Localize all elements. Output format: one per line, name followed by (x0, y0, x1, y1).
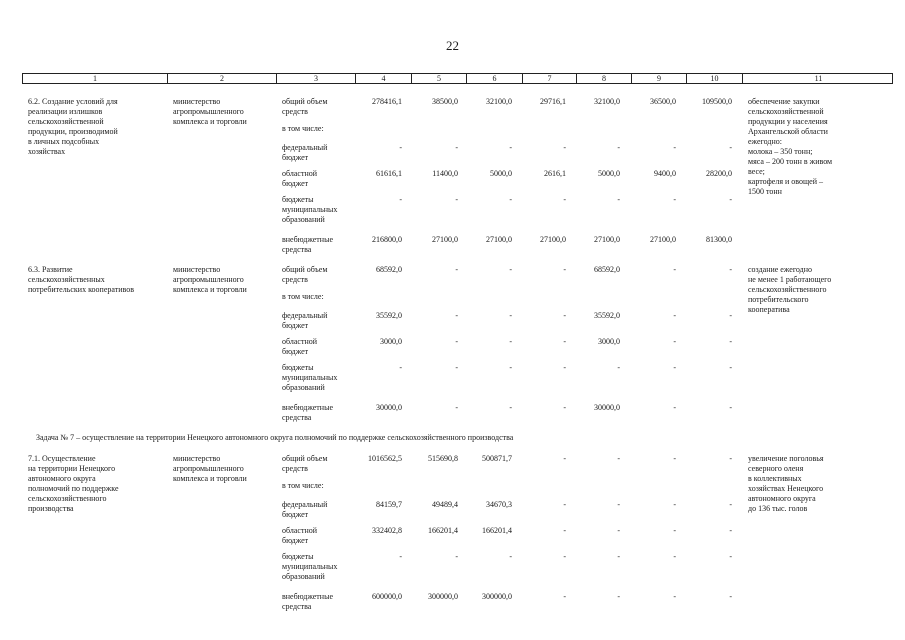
executor-name: министерство (173, 265, 221, 274)
expected-result: создание ежегодно (748, 265, 813, 274)
funding-value: - (673, 363, 676, 372)
column-header-10: 10 (687, 74, 743, 83)
funding-value: 84159,7 (376, 500, 402, 509)
funding-value: 30000,0 (376, 403, 402, 412)
funding-source-label: средства (282, 245, 312, 254)
expected-result: хозяйствах Ненецкого (748, 484, 824, 493)
funding-value: 3000,0 (380, 337, 402, 346)
column-header-3: 3 (277, 74, 356, 83)
column-header-4: 4 (356, 74, 412, 83)
funding-source-label: бюджет (282, 179, 309, 188)
funding-value: - (563, 337, 566, 346)
funding-value: 11400,0 (432, 169, 458, 178)
funding-source-label: федеральный (282, 311, 328, 320)
measure-name: хозяйствах (28, 147, 66, 156)
funding-source-label: бюджет (282, 347, 309, 356)
measure-name: реализации излишков (28, 107, 103, 116)
funding-value: - (455, 143, 458, 152)
funding-source-label: бюджет (282, 153, 309, 162)
funding-value: - (673, 592, 676, 601)
funding-value: 216800,0 (372, 235, 402, 244)
measure-name: полномочий по поддержке (28, 484, 119, 493)
executor-name: агропромышленного (173, 107, 244, 116)
funding-source-label: образований (282, 215, 325, 224)
funding-value: 278416,1 (372, 97, 402, 106)
funding-value: 109500,0 (702, 97, 732, 106)
expected-result: весе; (748, 167, 765, 176)
funding-source-label: в том числе: (282, 124, 324, 133)
expected-result: картофеля и овощей – (748, 177, 824, 186)
funding-value: - (563, 526, 566, 535)
funding-source-label: федеральный (282, 143, 328, 152)
funding-value: 515690,8 (428, 454, 458, 463)
funding-value: - (563, 265, 566, 274)
funding-value: - (673, 500, 676, 509)
funding-value: - (673, 526, 676, 535)
executor-name: агропромышленного (173, 275, 244, 284)
funding-value: - (729, 311, 732, 320)
funding-value: 5000,0 (490, 169, 512, 178)
funding-value: 3000,0 (598, 337, 620, 346)
funding-value: - (509, 552, 512, 561)
funding-value: 332402,8 (372, 526, 402, 535)
column-header-2: 2 (168, 74, 277, 83)
funding-value: - (563, 403, 566, 412)
expected-result: сельскохозяйственной (748, 107, 824, 116)
funding-source-label: областной (282, 526, 318, 535)
funding-value: 34670,3 (486, 500, 512, 509)
funding-value: - (729, 526, 732, 535)
funding-value: - (455, 552, 458, 561)
column-header-1: 1 (23, 74, 168, 83)
funding-source-label: муниципальных (282, 562, 338, 571)
funding-source-label: внебюджетные (282, 403, 333, 412)
funding-value: - (729, 337, 732, 346)
funding-value: - (455, 403, 458, 412)
funding-value: - (563, 143, 566, 152)
funding-value: 600000,0 (372, 592, 402, 601)
funding-value: - (729, 265, 732, 274)
funding-value: - (617, 195, 620, 204)
funding-source-label: внебюджетные (282, 235, 333, 244)
funding-value: - (729, 500, 732, 509)
funding-source-label: в том числе: (282, 292, 324, 301)
measure-name: на территории Ненецкого (28, 464, 116, 473)
funding-value: 49489,4 (432, 500, 458, 509)
column-header-6: 6 (467, 74, 523, 83)
funding-value: - (673, 143, 676, 152)
expected-result: мяса – 200 тонн в живом (748, 157, 833, 166)
funding-source-label: средств (282, 275, 308, 284)
funding-source-label: бюджет (282, 536, 309, 545)
funding-value: - (673, 195, 676, 204)
column-header-11: 11 (814, 74, 823, 83)
measure-name: 6.2. Создание условий для (28, 97, 118, 106)
funding-value: - (729, 195, 732, 204)
funding-value: 27100,0 (650, 235, 676, 244)
funding-value: - (509, 363, 512, 372)
funding-value: - (673, 454, 676, 463)
funding-source-label: федеральный (282, 500, 328, 509)
funding-value: - (509, 403, 512, 412)
funding-value: - (563, 500, 566, 509)
funding-value: - (673, 265, 676, 274)
funding-value: 68592,0 (594, 265, 620, 274)
funding-value: - (673, 552, 676, 561)
funding-value: - (673, 403, 676, 412)
funding-source-label: бюджеты (282, 363, 314, 372)
funding-source-label: в том числе: (282, 481, 324, 490)
funding-value: 300000,0 (428, 592, 458, 601)
expected-result: молока – 350 тонн; (748, 147, 813, 156)
expected-result: до 136 тыс. голов (748, 504, 808, 513)
funding-value: - (399, 195, 402, 204)
expected-result: ежегодно: (748, 137, 782, 146)
expected-result: потребительского (748, 295, 809, 304)
executor-name: комплекса и торговли (173, 474, 247, 483)
funding-source-label: областной (282, 169, 318, 178)
funding-source-label: общий объем (282, 454, 328, 463)
expected-result: обеспечение закупки (748, 97, 820, 106)
funding-source-label: муниципальных (282, 373, 338, 382)
funding-value: - (617, 552, 620, 561)
funding-value: - (617, 526, 620, 535)
funding-value: - (509, 265, 512, 274)
column-number-header (22, 73, 893, 84)
funding-value: - (617, 363, 620, 372)
measure-name: сельскохозяйственной (28, 117, 104, 126)
funding-source-label: бюджет (282, 321, 309, 330)
executor-name: комплекса и торговли (173, 117, 247, 126)
funding-value: - (455, 311, 458, 320)
funding-value: 27100,0 (432, 235, 458, 244)
funding-value: 32100,0 (486, 97, 512, 106)
funding-source-label: средств (282, 107, 308, 116)
funding-value: 27100,0 (486, 235, 512, 244)
funding-value: 2616,1 (544, 169, 566, 178)
funding-source-label: средства (282, 602, 312, 611)
measure-name: производства (28, 504, 74, 513)
column-header-5: 5 (412, 74, 467, 83)
funding-value: - (729, 363, 732, 372)
funding-value: - (455, 363, 458, 372)
funding-value: 30000,0 (594, 403, 620, 412)
executor-name: министерство (173, 454, 221, 463)
funding-value: - (509, 143, 512, 152)
measure-name: сельскохозяйственного (28, 494, 107, 503)
funding-value: - (509, 337, 512, 346)
funding-value: - (563, 195, 566, 204)
funding-value: 61616,1 (376, 169, 402, 178)
funding-source-label: общий объем (282, 97, 328, 106)
funding-value: 36500,0 (650, 97, 676, 106)
executor-name: министерство (173, 97, 221, 106)
funding-source-label: общий объем (282, 265, 328, 274)
measure-name: автономного округа (28, 474, 96, 483)
funding-value: 68592,0 (376, 265, 402, 274)
funding-value: - (563, 454, 566, 463)
expected-result: сельскохозяйственного (748, 285, 827, 294)
funding-source-label: средств (282, 464, 308, 473)
funding-source-label: образований (282, 383, 325, 392)
funding-value: 35592,0 (594, 311, 620, 320)
funding-value: 38500,0 (432, 97, 458, 106)
funding-value: - (617, 143, 620, 152)
column-header-8: 8 (577, 74, 632, 83)
measure-name: потребительских кооперативов (28, 285, 135, 294)
funding-value: 29716,1 (540, 97, 566, 106)
funding-value: 32100,0 (594, 97, 620, 106)
funding-value: - (617, 592, 620, 601)
funding-value: - (563, 552, 566, 561)
funding-value: - (563, 311, 566, 320)
expected-result: не менее 1 работающего (748, 275, 832, 284)
expected-result: кооператива (748, 305, 790, 314)
measure-name: 6.3. Развитие (28, 265, 73, 274)
funding-value: - (729, 592, 732, 601)
funding-value: - (673, 311, 676, 320)
column-header-7: 7 (523, 74, 577, 83)
expected-result: северного оленя (748, 464, 804, 473)
funding-value: - (455, 265, 458, 274)
measure-name: 7.1. Осуществление (28, 454, 96, 463)
funding-value: - (509, 195, 512, 204)
funding-source-label: муниципальных (282, 205, 338, 214)
funding-value: 9400,0 (654, 169, 676, 178)
funding-value: 5000,0 (598, 169, 620, 178)
funding-value: 500871,7 (482, 454, 512, 463)
funding-value: - (729, 403, 732, 412)
funding-value: 35592,0 (376, 311, 402, 320)
measure-name: продукции, производимой (28, 127, 118, 136)
funding-value: 27100,0 (594, 235, 620, 244)
funding-value: - (399, 363, 402, 372)
funding-value: - (563, 363, 566, 372)
funding-value: - (617, 454, 620, 463)
column-header-9: 9 (632, 74, 687, 83)
funding-value: - (729, 143, 732, 152)
funding-value: - (509, 311, 512, 320)
expected-result: Архангельской области (748, 127, 828, 136)
funding-source-label: областной (282, 337, 318, 346)
funding-value: - (617, 500, 620, 509)
funding-value: 81300,0 (706, 235, 732, 244)
expected-result: автономного округа (748, 494, 816, 503)
task-heading: Задача № 7 – осуществление на территории Ненецкого автономного округа полномочий по поддержке сельскохозяйственного производства (36, 433, 514, 442)
page-number: 22 (446, 38, 459, 53)
funding-value: 27100,0 (540, 235, 566, 244)
funding-source-label: бюджет (282, 510, 309, 519)
funding-value: 1016562,5 (368, 454, 402, 463)
funding-value: - (563, 592, 566, 601)
funding-value: 28200,0 (706, 169, 732, 178)
funding-value: 166201,4 (428, 526, 458, 535)
funding-value: - (673, 337, 676, 346)
funding-source-label: образований (282, 572, 325, 581)
funding-value: - (455, 337, 458, 346)
funding-value: - (729, 552, 732, 561)
funding-source-label: бюджеты (282, 195, 314, 204)
funding-value: - (399, 552, 402, 561)
expected-result: продукции у населения (748, 117, 828, 126)
funding-value: 300000,0 (482, 592, 512, 601)
funding-source-label: средства (282, 413, 312, 422)
measure-name: в личных подсобных (28, 137, 100, 146)
funding-value: - (455, 195, 458, 204)
funding-source-label: внебюджетные (282, 592, 333, 601)
funding-source-label: бюджеты (282, 552, 314, 561)
expected-result: 1500 тонн (748, 187, 782, 196)
funding-value: - (399, 143, 402, 152)
executor-name: агропромышленного (173, 464, 244, 473)
measure-name: сельскохозяйственных (28, 275, 105, 284)
executor-name: комплекса и торговли (173, 285, 247, 294)
expected-result: увеличение поголовья (748, 454, 824, 463)
funding-value: 166201,4 (482, 526, 512, 535)
expected-result: в коллективных (748, 474, 802, 483)
funding-value: - (729, 454, 732, 463)
